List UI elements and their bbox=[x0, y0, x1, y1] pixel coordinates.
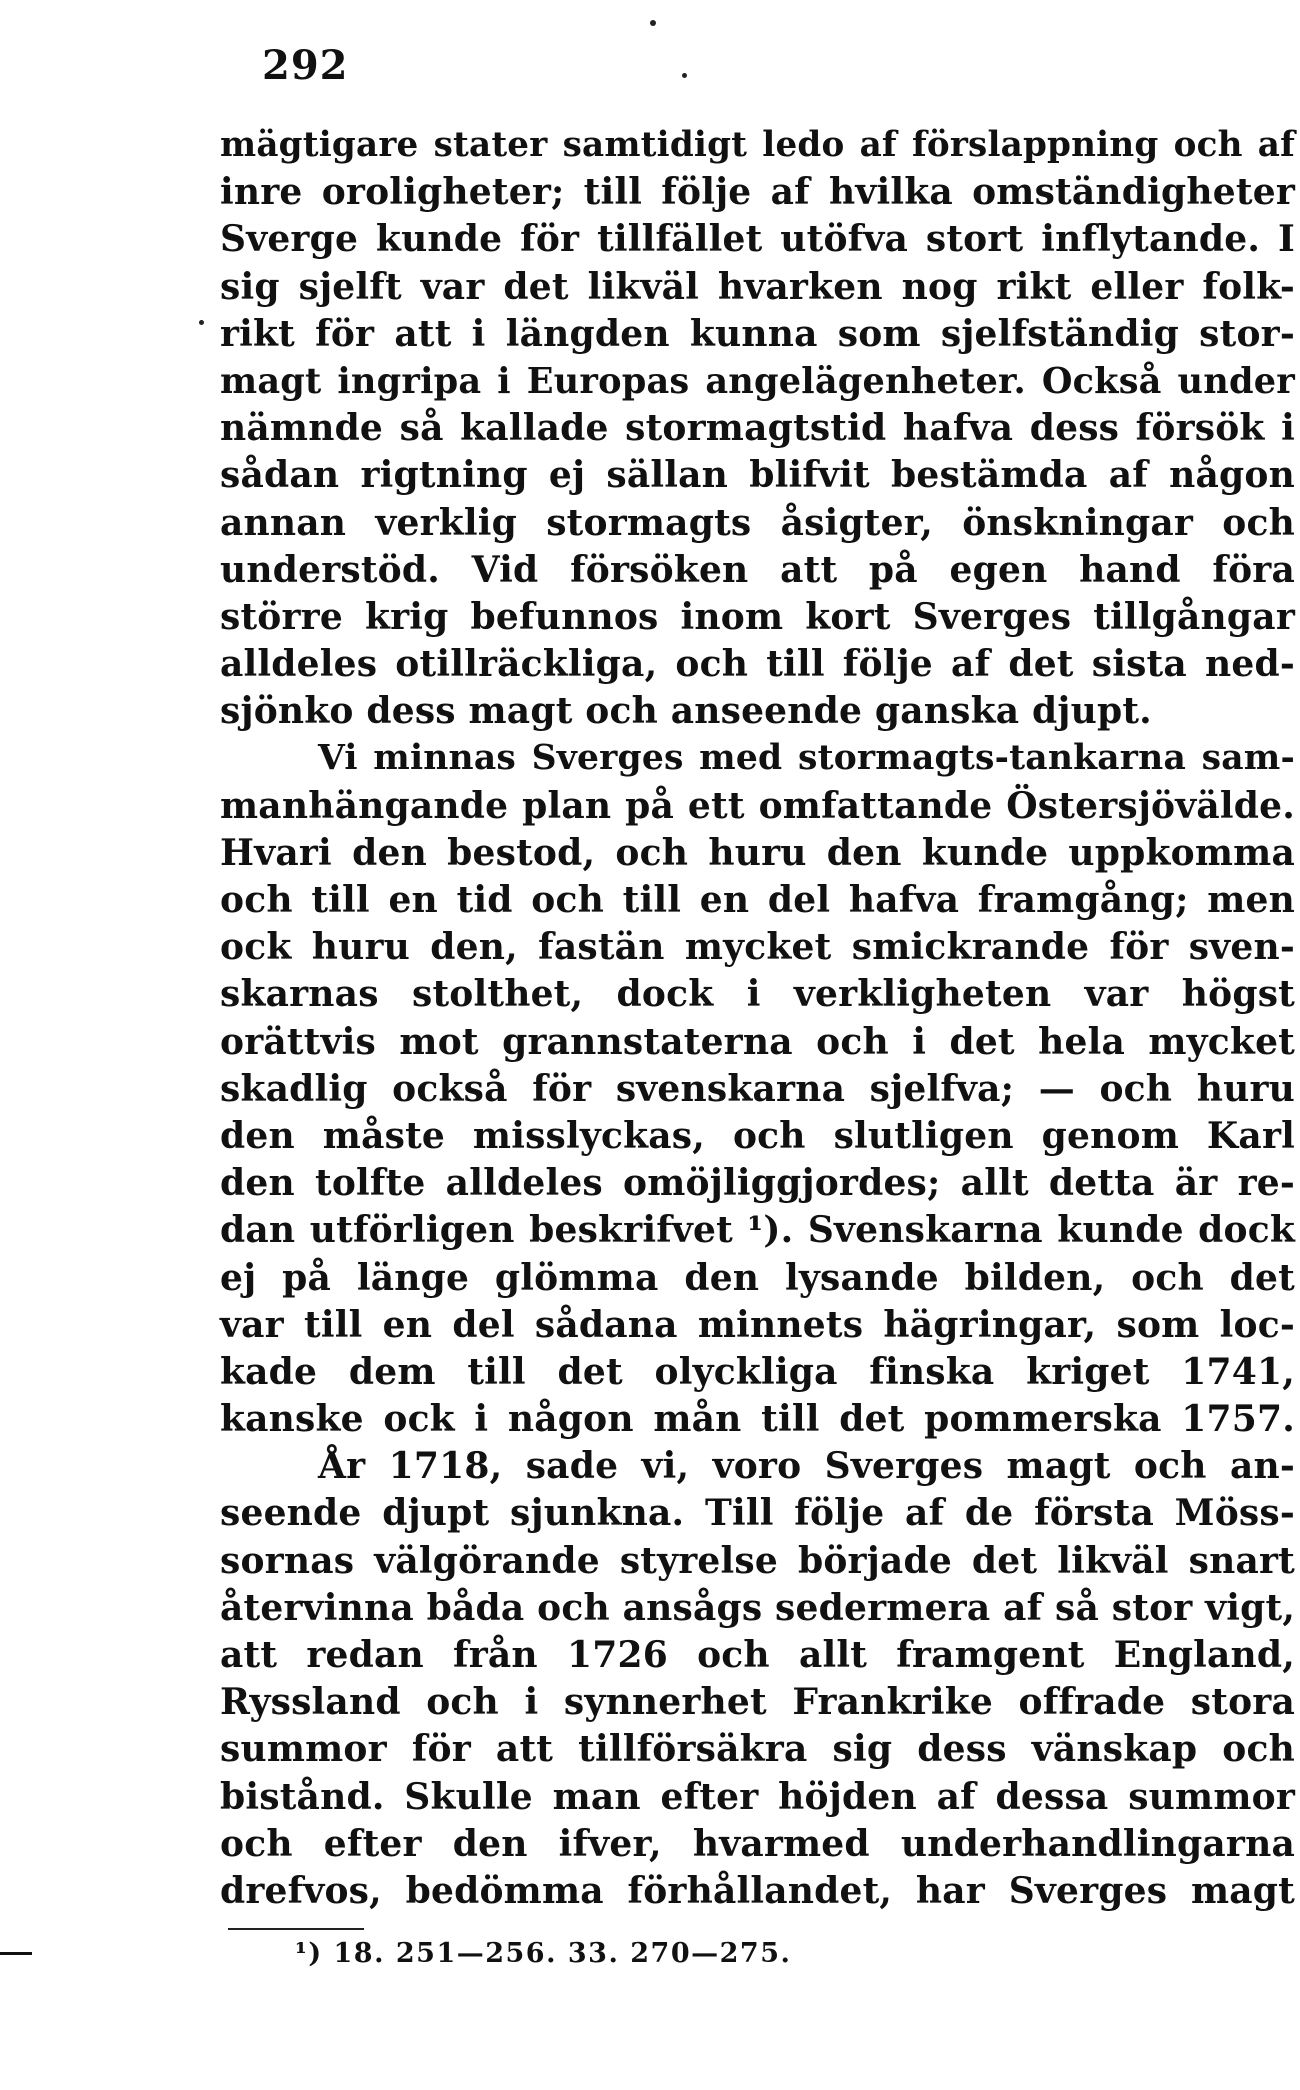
text-line: sjönko dess magt och anseende ganska djupt. bbox=[220, 690, 1152, 733]
footnote-rule bbox=[228, 1928, 364, 1930]
text-line: understöd. Vid försöken att på egen hand föra bbox=[220, 548, 1295, 591]
print-speck bbox=[199, 320, 204, 325]
footnote: ¹) 18. 251—256. 33. 270—275. bbox=[295, 1938, 792, 1969]
text-line: summor för att tillförsäkra sig dess vänskap och bbox=[220, 1728, 1295, 1771]
text-line: bistånd. Skulle man efter höjden af dessa summor bbox=[220, 1775, 1295, 1818]
text-line: dan utförligen beskrifvet ¹). Svenskarna kunde dock bbox=[220, 1209, 1295, 1252]
text-line: sornas välgörande styrelse började det likväl snart bbox=[220, 1539, 1295, 1582]
text-line: Ryssland och i synnerhet Frankrike offrade stora bbox=[220, 1681, 1295, 1724]
text-line: Hvari den bestod, och huru den kunde uppkomma bbox=[220, 831, 1295, 874]
text-line: och efter den ifver, hvarmed underhandlingarna bbox=[220, 1822, 1295, 1865]
text-line: större krig befunnos inom kort Sverges tillgångar bbox=[220, 595, 1295, 638]
print-speck bbox=[682, 73, 687, 78]
body-text bbox=[220, 122, 1295, 1915]
text-line: sig sjelft var det likväl hvarken nog rikt eller folk- bbox=[220, 265, 1295, 308]
text-line: den tolfte alldeles omöjliggjordes; allt detta är re- bbox=[220, 1162, 1295, 1205]
text-line: kanske ock i någon mån till det pommerska 1757. bbox=[220, 1398, 1295, 1441]
text-line: kade dem till det olyckliga finska kriget 1741, bbox=[220, 1350, 1295, 1393]
text-line: skadlig också för svenskarna sjelfva; — och huru bbox=[220, 1067, 1295, 1110]
text-line: inre oroligheter; till följe af hvilka omständigheter bbox=[220, 171, 1295, 214]
text-line: alldeles otillräckliga, och till följe af det sista ned- bbox=[220, 643, 1295, 686]
text-line: ej på länge glömma den lysande bilden, och det bbox=[220, 1256, 1295, 1299]
text-line: År 1718, sade vi, voro Sverges magt och an- bbox=[318, 1445, 1295, 1488]
text-line: Vi minnas Sverges med stormagts-tankarna sam- bbox=[318, 738, 1295, 779]
text-line: skarnas stolthet, dock i verkligheten var högst bbox=[220, 973, 1295, 1016]
text-line: sådan rigtning ej sällan blifvit bestämda af någon bbox=[220, 454, 1295, 497]
text-line: Sverge kunde för tillfället utöfva stort inflytande. I bbox=[220, 218, 1295, 261]
text-line: var till en del sådana minnets hägringar, som loc- bbox=[220, 1303, 1295, 1346]
text-line: drefvos, bedömma förhållandet, har Sverges magt bbox=[220, 1869, 1295, 1912]
text-line: manhängande plan på ett omfattande Östersjövälde. bbox=[220, 784, 1295, 827]
text-line: återvinna båda och ansågs sedermera af så stor vigt, bbox=[220, 1586, 1296, 1629]
text-line: seende djupt sjunkna. Till följe af de första Möss- bbox=[220, 1492, 1295, 1535]
text-line: orättvis mot grannstaterna och i det hela mycket bbox=[220, 1020, 1295, 1063]
print-speck bbox=[650, 20, 656, 26]
page-number: 292 bbox=[262, 42, 349, 89]
text-line: att redan från 1726 och allt framgent England, bbox=[220, 1634, 1295, 1676]
text-line: ock huru den, fastän mycket smickrande för sven- bbox=[220, 926, 1295, 969]
text-line: nämnde så kallade stormagtstid hafva dess försök i bbox=[220, 407, 1295, 450]
text-line: annan verklig stormagts åsigter, önskningar och bbox=[220, 501, 1295, 544]
text-line: den måste misslyckas, och slutligen genom Karl bbox=[220, 1114, 1295, 1157]
margin-mark bbox=[0, 1952, 32, 1955]
text-line: magt ingripa i Europas angelägenheter. Också under bbox=[220, 360, 1295, 402]
text-line: rikt för att i längden kunna som sjelfständig stor- bbox=[220, 312, 1295, 355]
text-line: mägtigare stater samtidigt ledo af förslappning och af bbox=[220, 125, 1295, 165]
text-line: och till en tid och till en del hafva framgång; men bbox=[220, 879, 1295, 921]
